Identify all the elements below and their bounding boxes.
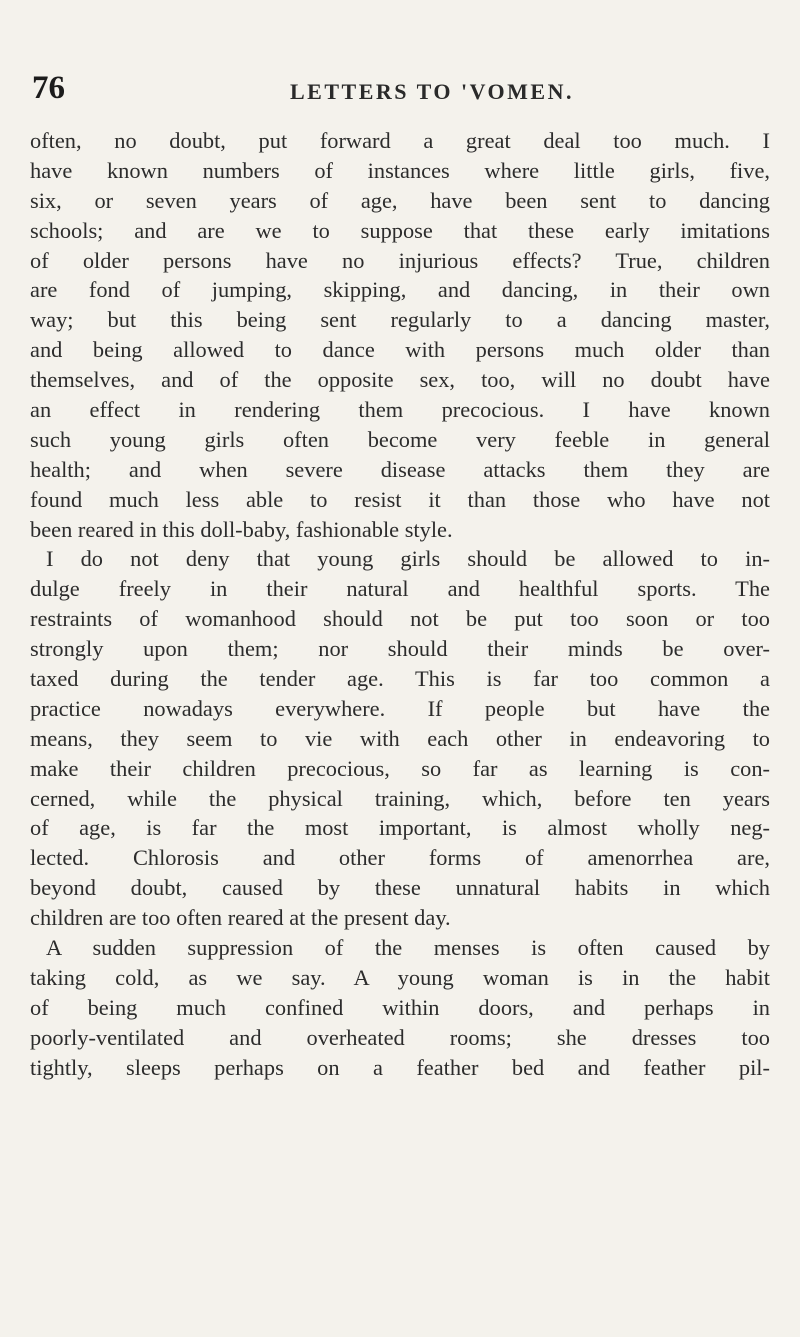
page-number: 76 xyxy=(32,70,65,106)
text-line: A sudden suppression of the menses is often caused by xyxy=(46,935,770,961)
text-line: dulge freely in their natural and healthful sports. The xyxy=(30,576,770,602)
text-line: make their children precocious, so far as learning is con- xyxy=(30,755,770,781)
text-line: of being much confined within doors, and perhaps in xyxy=(30,994,770,1020)
text-line: have known numbers of instances where little girls, five, xyxy=(30,157,770,183)
text-line: themselves, and of the opposite sex, too, will no doubt have xyxy=(30,367,770,393)
text-line: poorly-ventilated and overheated rooms; she dresses too xyxy=(30,1024,770,1050)
text-line: and being allowed to dance with persons much older than xyxy=(30,337,770,363)
text-line: practice nowadays everywhere. If people but have the xyxy=(30,695,770,721)
text-line: tightly, sleeps perhaps on a feather bed and feather pil- xyxy=(30,1054,770,1080)
text-line: health; and when severe disease attacks them they are xyxy=(30,456,770,482)
text-line: beyond doubt, caused by these unnatural habits in which xyxy=(30,875,770,901)
text-line: of older persons have no injurious effects? True, children xyxy=(30,247,770,273)
page-header xyxy=(30,70,770,110)
text-line: cerned, while the physical training, which, before ten years xyxy=(30,785,770,811)
text-line: of age, is far the most important, is almost wholly neg- xyxy=(30,815,770,841)
text-line: an effect in rendering them precocious. I have known xyxy=(30,397,770,423)
running-title: LETTERS TO 'VOMEN. xyxy=(290,79,574,104)
text-line: strongly upon them; nor should their minds be over- xyxy=(30,636,770,662)
text-line: been reared in this doll-baby, fashionable style. xyxy=(30,516,453,542)
body-text xyxy=(30,126,770,1083)
text-line: restraints of womanhood should not be put too soon or too xyxy=(30,606,770,632)
text-line: I do not deny that young girls should be allowed to in- xyxy=(46,546,770,572)
text-line: found much less able to resist it than those who have not xyxy=(30,486,770,512)
text-line: taxed during the tender age. This is far too common a xyxy=(30,666,770,692)
text-line: taking cold, as we say. A young woman is in the habit xyxy=(30,964,770,990)
text-line: schools; and are we to suppose that these early imitations xyxy=(30,217,770,243)
text-line: six, or seven years of age, have been sent to dancing xyxy=(30,187,770,213)
text-line: are fond of jumping, skipping, and dancing, in their own xyxy=(30,277,770,303)
text-line: such young girls often become very feeble in general xyxy=(30,426,770,452)
text-line: means, they seem to vie with each other in endeavoring to xyxy=(30,725,770,751)
text-line: way; but this being sent regularly to a dancing master, xyxy=(30,307,770,333)
text-line: children are too often reared at the present day. xyxy=(30,905,451,931)
text-line: often, no doubt, put forward a great deal too much. I xyxy=(30,128,770,153)
text-line: lected. Chlorosis and other forms of amenorrhea are, xyxy=(30,845,770,871)
